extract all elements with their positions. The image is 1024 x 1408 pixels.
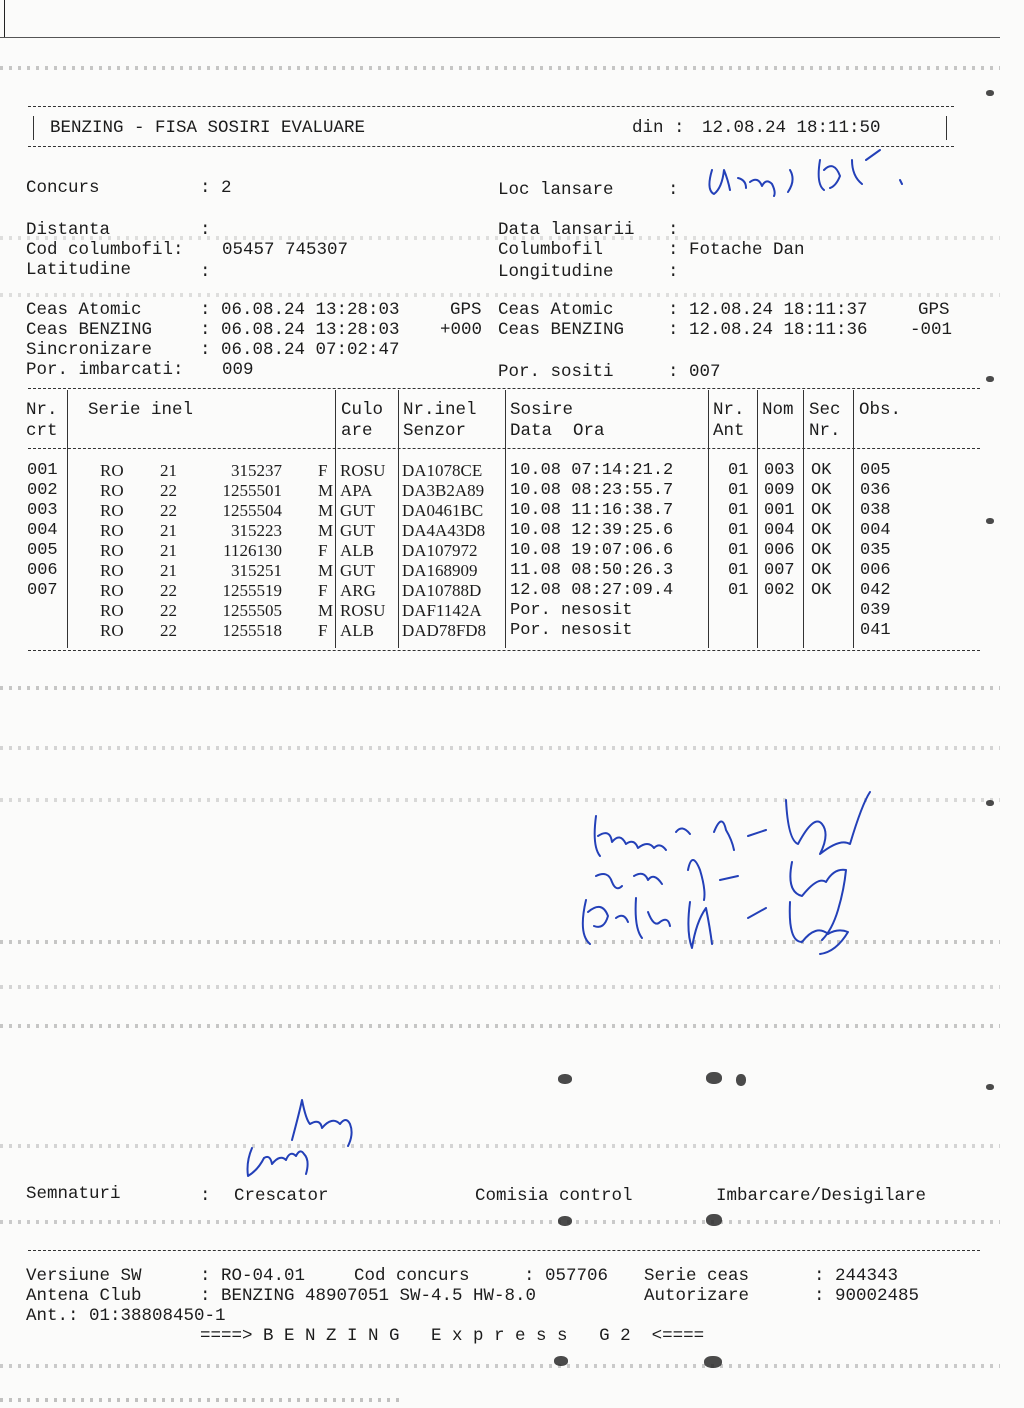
distanta-sep: : (200, 220, 211, 240)
cell-tara: RO (100, 601, 124, 620)
autorizare-value: : 90002485 (814, 1286, 920, 1306)
clock-right-suffix: -001 (910, 320, 953, 340)
cell-sec: OK (811, 461, 832, 480)
clock-right-suffix: GPS (918, 300, 950, 320)
clock-right-label: Ceas Atomic (498, 300, 614, 320)
clock-left-value: 009 (222, 360, 254, 380)
comisia-handwriting-1 (595, 792, 870, 856)
cell-sosire: Por. nesosit (510, 621, 633, 640)
columbofil-value: : Fotache Dan (668, 240, 805, 260)
clock-right-label: Por. sositi (498, 362, 614, 382)
autorizare-label: Autorizare (644, 1286, 750, 1306)
antena-value: : BENZING 48907051 SW-4.5 HW-8.0 (200, 1286, 537, 1306)
cell-sex: M (318, 601, 334, 620)
cell-tara: RO (100, 521, 124, 540)
cell-tara: RO (100, 501, 124, 520)
cell-culoare: ALB (340, 541, 374, 560)
col-header: Data Ora (510, 421, 605, 441)
longitudine-sep: : (668, 262, 679, 282)
cell-inel: 315251 (231, 561, 282, 580)
cell-sosire: 10.08 19:07:06.6 (510, 541, 674, 560)
cod-concurs-value: : 057706 (524, 1266, 609, 1286)
cod-columbofil-label: Cod columbofil: (26, 240, 184, 260)
cell-an: 21 (160, 461, 177, 480)
loc-lansare-handwriting (709, 150, 902, 196)
col-header: Sosire (510, 400, 574, 420)
cell-sex: M (318, 501, 334, 520)
cell-obs: 006 (860, 561, 891, 580)
col-header: Nom (762, 400, 794, 420)
col-header: Ant (713, 421, 745, 441)
cell-culoare: ROSU (340, 601, 386, 620)
cell-culoare: GUT (340, 501, 375, 520)
col-header: crt (26, 421, 58, 441)
cell-obs: 042 (860, 581, 891, 600)
concurs-label: Concurs (26, 178, 100, 198)
cell-sosire: 10.08 11:16:38.7 (510, 501, 674, 520)
col-header: Culo (341, 400, 384, 420)
semnaturi-label: Semnaturi (26, 1184, 121, 1204)
loc-lansare-label: Loc lansare (498, 180, 614, 200)
col-header: Nr. (713, 400, 745, 420)
clock-right-value: : 007 (668, 362, 721, 382)
cell-obs: 035 (860, 541, 891, 560)
cell-culoare: ARG (340, 581, 376, 600)
cell-sec: OK (811, 561, 832, 580)
cell-sec: OK (811, 541, 832, 560)
cell-senzor: DA0461BC (402, 501, 484, 520)
cell-sec: OK (811, 521, 832, 540)
cell-ant: 01 (728, 541, 749, 560)
cell-tara: RO (100, 561, 124, 580)
col-header: Nr. (809, 421, 841, 441)
col-header: Nr. (26, 400, 58, 420)
cell-inel: 1126130 (223, 541, 282, 560)
cell-sec: OK (811, 501, 832, 520)
latitudine-sep: : (200, 262, 211, 282)
ant-label: Ant.: 01:38808450-1 (26, 1306, 226, 1326)
cell-sec: OK (811, 481, 832, 500)
col-header: Serie inel (88, 400, 194, 420)
clock-left-suffix: GPS (450, 300, 482, 320)
cell-sex: M (318, 521, 334, 540)
cell-senzor: DAD78FD8 (402, 621, 487, 640)
clock-left-label: Por. imbarcati: (26, 360, 184, 380)
versiune-value: : RO-04.01 (200, 1266, 306, 1286)
cell-sosire: 12.08 08:27:09.4 (510, 581, 674, 600)
semnaturi-sep: : (200, 1186, 211, 1206)
columbofil-label: Columbofil (498, 240, 604, 260)
cell-sex: F (318, 541, 328, 560)
cod-columbofil-value: 05457 745307 (222, 240, 349, 260)
cell-an: 22 (160, 621, 177, 640)
cell-senzor: DA10788D (402, 581, 482, 600)
cell-tara: RO (100, 581, 124, 600)
cell-tara: RO (100, 461, 124, 480)
cell-an: 22 (160, 581, 177, 600)
cell-an: 21 (160, 521, 177, 540)
cell-an: 22 (160, 601, 177, 620)
col-header: are (341, 421, 373, 441)
data-lansarii-label: Data lansarii (498, 220, 635, 240)
cell-nr-crt: 003 (27, 501, 58, 520)
cell-nom: 007 (764, 561, 795, 580)
cell-an: 21 (160, 541, 177, 560)
imbarcare-label: Imbarcare/Desigilare (716, 1186, 927, 1206)
page-title: BENZING - FISA SOSIRI EVALUARE (50, 118, 366, 138)
cell-senzor: DA168909 (402, 561, 478, 580)
cell-obs: 036 (860, 481, 891, 500)
loc-lansare-sep: : (668, 180, 679, 200)
concurs-value: : 2 (200, 178, 232, 198)
cell-sex: F (318, 581, 328, 600)
cell-ant: 01 (728, 501, 749, 520)
col-header: Obs. (859, 400, 902, 420)
cell-nr-crt: 006 (27, 561, 58, 580)
clock-left-label: Ceas BENZING (26, 320, 153, 340)
header-din-label: din : (632, 118, 685, 138)
cell-culoare: ROSU (340, 461, 386, 480)
comisia-label: Comisia control (475, 1186, 633, 1206)
cell-sex: F (318, 621, 328, 640)
cell-nom: 002 (764, 581, 795, 600)
cell-culoare: APA (340, 481, 373, 500)
cell-nom: 004 (764, 521, 795, 540)
cell-senzor: DA3B2A89 (402, 481, 485, 500)
cell-tara: RO (100, 621, 124, 640)
cell-tara: RO (100, 541, 124, 560)
cell-sex: F (318, 461, 328, 480)
crescator-handwriting (248, 1100, 352, 1176)
header-din-value: 12.08.24 18:11:50 (702, 118, 881, 138)
cell-nom: 003 (764, 461, 795, 480)
clock-left-value: : 06.08.24 13:28:03 (200, 300, 400, 320)
serie-ceas-value: : 244343 (814, 1266, 899, 1286)
brand-line: ====> B E N Z I N G E x p r e s s G 2 <==== (200, 1326, 705, 1346)
cell-sosire: Por. nesosit (510, 601, 633, 620)
footer-divider (28, 1250, 980, 1251)
col-header: Nr.inel (403, 400, 477, 420)
cell-culoare: GUT (340, 521, 375, 540)
cell-inel: 1255501 (222, 481, 282, 500)
cell-ant: 01 (728, 481, 749, 500)
cell-ant: 01 (728, 561, 749, 580)
cell-ant: 01 (728, 461, 749, 480)
cell-obs: 005 (860, 461, 891, 480)
cell-sosire: 10.08 08:23:55.7 (510, 481, 674, 500)
comisia-handwriting-2 (596, 860, 846, 940)
longitudine-label: Longitudine (498, 262, 614, 282)
cell-sex: M (318, 481, 334, 500)
cell-inel: 1255519 (222, 581, 282, 600)
cell-nr-crt: 004 (27, 521, 58, 540)
cell-an: 22 (160, 501, 177, 520)
cell-inel: 1255504 (222, 501, 282, 520)
cell-sosire: 11.08 08:50:26.3 (510, 561, 674, 580)
clock-left-label: Sincronizare (26, 340, 153, 360)
cell-culoare: ALB (340, 621, 374, 640)
cell-inel: 1255518 (222, 621, 282, 640)
cell-ant: 01 (728, 521, 749, 540)
cell-culoare: GUT (340, 561, 375, 580)
clock-right-label: Ceas BENZING (498, 320, 625, 340)
cell-senzor: DA1078CE (402, 461, 483, 480)
cell-inel: 1255505 (222, 601, 282, 620)
antena-label: Antena Club (26, 1286, 142, 1306)
cell-senzor: DA4A43D8 (402, 521, 486, 540)
cod-concurs-label: Cod concurs (354, 1266, 470, 1286)
distanta-label: Distanta (26, 220, 111, 240)
col-header: Sec (809, 400, 841, 420)
cell-nr-crt: 001 (27, 461, 58, 480)
cell-obs: 004 (860, 521, 891, 540)
cell-inel: 315237 (231, 461, 282, 480)
latitudine-label: Latitudine (26, 260, 132, 280)
cell-an: 21 (160, 561, 177, 580)
cell-nom: 009 (764, 481, 795, 500)
cell-sosire: 10.08 07:14:21.2 (510, 461, 674, 480)
clock-right-value: : 12.08.24 18:11:37 (668, 300, 868, 320)
clock-left-label: Ceas Atomic (26, 300, 142, 320)
cell-ant: 01 (728, 581, 749, 600)
cell-nr-crt: 002 (27, 481, 58, 500)
cell-nr-crt: 007 (27, 581, 58, 600)
serie-ceas-label: Serie ceas (644, 1266, 750, 1286)
cell-sex: M (318, 561, 334, 580)
cell-sec: OK (811, 581, 832, 600)
cell-sosire: 10.08 12:39:25.6 (510, 521, 674, 540)
col-header: Senzor (403, 421, 467, 441)
crescator-label: Crescator (234, 1186, 329, 1206)
comisia-handwriting-3 (583, 898, 848, 954)
clock-left-suffix: +000 (440, 320, 483, 340)
cell-nom: 001 (764, 501, 795, 520)
clock-right-value: : 12.08.24 18:11:36 (668, 320, 868, 340)
cell-inel: 315223 (231, 521, 282, 540)
cell-nom: 006 (764, 541, 795, 560)
cell-tara: RO (100, 481, 124, 500)
versiune-label: Versiune SW (26, 1266, 142, 1286)
data-lansarii-sep: : (668, 220, 679, 240)
cell-obs: 039 (860, 601, 891, 620)
cell-an: 22 (160, 481, 177, 500)
cell-senzor: DAF1142A (402, 601, 482, 620)
clock-left-value: : 06.08.24 07:02:47 (200, 340, 400, 360)
clock-left-value: : 06.08.24 13:28:03 (200, 320, 400, 340)
cell-senzor: DA107972 (402, 541, 478, 560)
cell-obs: 038 (860, 501, 891, 520)
cell-obs: 041 (860, 621, 891, 640)
cell-nr-crt: 005 (27, 541, 58, 560)
